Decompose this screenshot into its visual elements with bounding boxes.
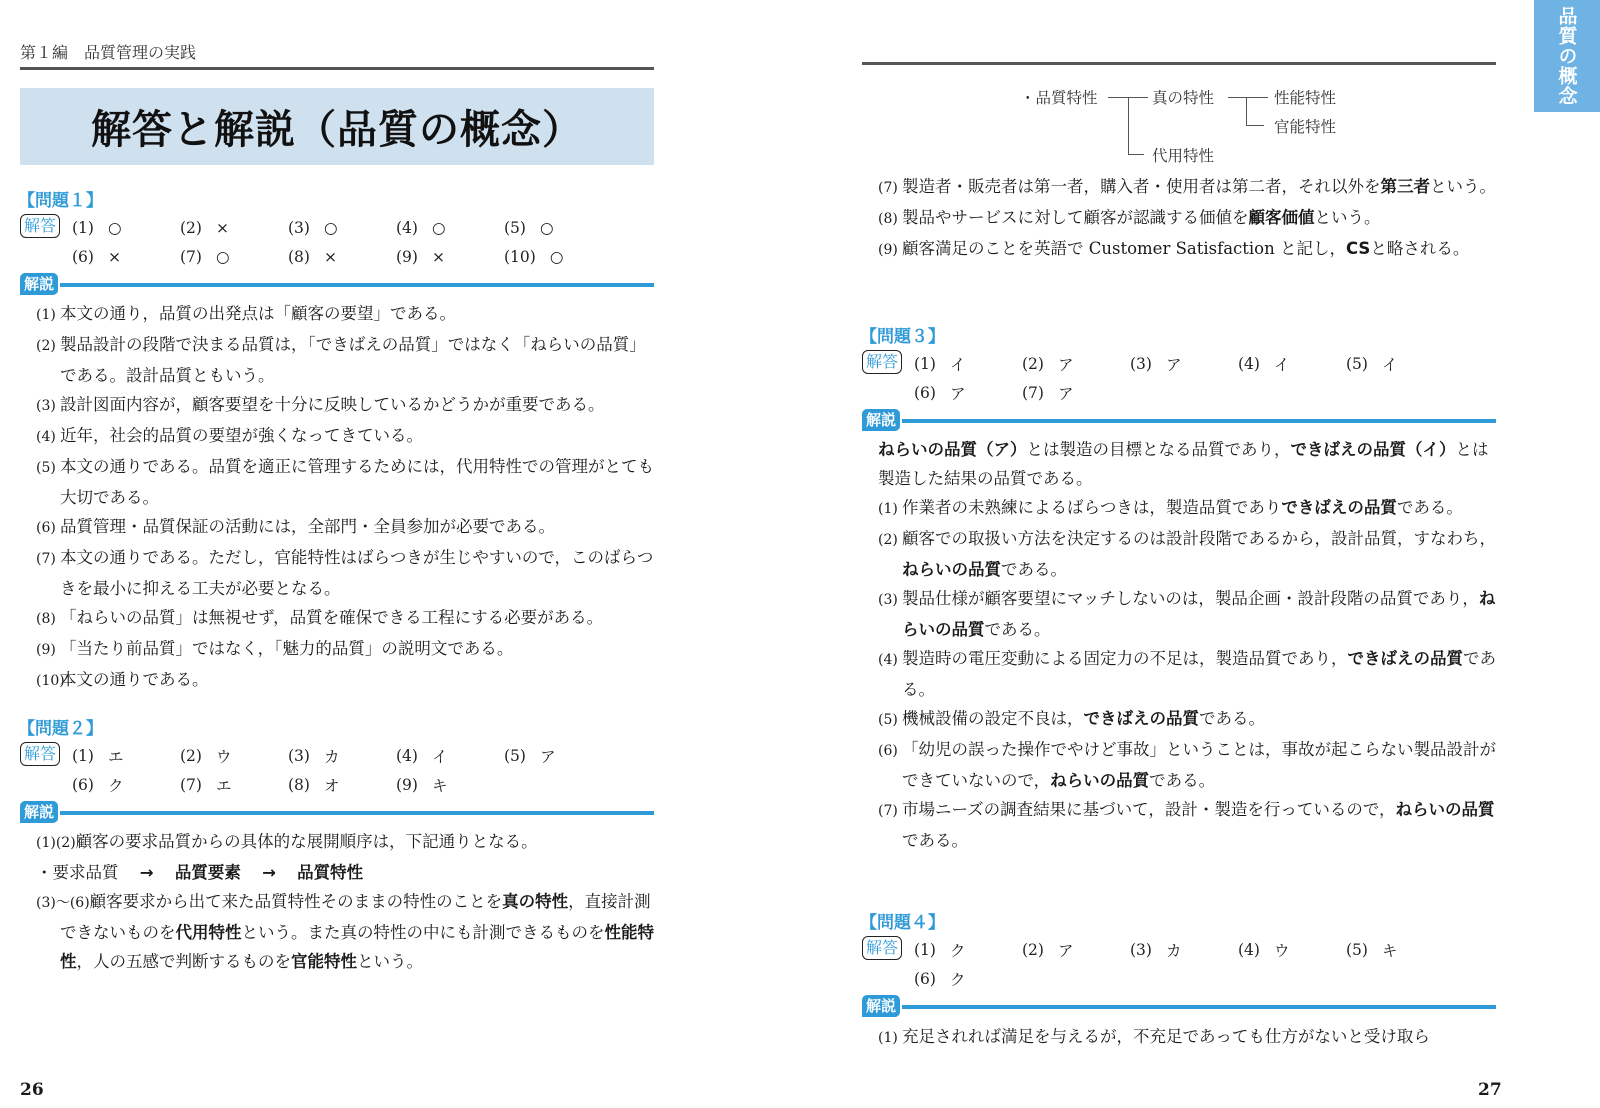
answer-cell: (3) ア <box>1130 355 1182 374</box>
divider-line <box>902 419 1496 423</box>
tree-connector <box>1228 97 1268 98</box>
answer-badge: 解答 <box>20 742 60 766</box>
answer-cell: (6) ア <box>914 384 966 403</box>
explanation-item: (3)〜(6)顧客要求から出て来た品質特性そのままの特性のことを真の特性，直接計測できないものを代用特性という。また真の特性の中にも計測できるものを性能特性，人の五感で判断するものを官能特性という。 <box>36 892 654 971</box>
running-head: 第１編 品質管理の実践 <box>20 40 654 70</box>
explanation-header <box>20 273 654 295</box>
answer-row-2 <box>72 243 612 271</box>
problem-4-answers <box>862 936 1502 996</box>
answer-cell: (2) ア <box>1022 355 1074 374</box>
explanation-header <box>20 801 654 823</box>
problem-1-answers <box>20 214 660 274</box>
answer-cell: (6) ク <box>914 970 966 989</box>
explanation-item: (1)(2)顧客の要求品質からの具体的な展開順序は，下記通りとなる。 <box>36 832 538 851</box>
answer-cell: (5) ア <box>504 747 556 766</box>
explanation-item: (5) 機械設備の設定不良は，できばえの品質である。 <box>878 709 1265 728</box>
problem-3-heading: 【問題３】 <box>860 327 945 347</box>
tree-connector <box>1246 125 1264 126</box>
tree-node-sensory: 官能特性 <box>1274 118 1337 136</box>
page-title-band <box>20 88 654 165</box>
answer-cell: (7) エ <box>180 776 232 795</box>
explanation-item: (8) 「ねらいの品質」は無視せず，品質を確保できる工程にする必要がある。 <box>36 608 604 627</box>
page-number-right: 27 <box>1478 1080 1502 1100</box>
answer-cell: (3) カ <box>288 747 340 766</box>
explanation-header <box>862 995 1496 1017</box>
answer-badge: 解答 <box>862 350 902 374</box>
chapter-tab <box>1534 0 1600 112</box>
answer-badge: 解答 <box>862 936 902 960</box>
problem-4-heading: 【問題４】 <box>860 913 945 933</box>
answer-cell: (1) ク <box>914 941 966 960</box>
answer-cell: (5) ○ <box>504 219 554 237</box>
answer-cell: (1) エ <box>72 747 124 766</box>
explanation-badge: 解説 <box>20 801 58 823</box>
answer-cell: (2) ア <box>1022 941 1074 960</box>
explanation-badge: 解説 <box>20 273 58 295</box>
explanation-item: (2) 顧客での取扱い方法を決定するのは設計段階であるから，設計品質，すなわち，ねらいの品質である。 <box>878 529 1496 579</box>
answer-cell: (1) イ <box>914 355 966 374</box>
problem-3-explanation <box>878 435 1498 855</box>
answer-cell: (8) × <box>288 248 337 266</box>
explanation-item: (3) 製品仕様が顧客要望にマッチしないのは，製品企画・設計段階の品質であり，ねらいの品質である。 <box>878 589 1496 639</box>
tree-connector <box>1246 97 1247 125</box>
answer-cell: (2) × <box>180 219 229 237</box>
tree-node-performance: 性能特性 <box>1274 89 1337 107</box>
explanation-item: (9) 「当たり前品質」ではなく，「魅力的品質」の説明文である。 <box>36 639 514 658</box>
chapter-tab-label: 品質の概念 <box>1555 6 1578 106</box>
answer-cell: (7) ○ <box>180 248 230 266</box>
explanation-item: (4) 近年，社会的品質の要望が強くなってきている。 <box>36 426 423 445</box>
answer-cell: (3) カ <box>1130 941 1182 960</box>
answer-cell: (7) ア <box>1022 384 1074 403</box>
quality-characteristics-tree <box>1020 86 1337 166</box>
answer-badge: 解答 <box>20 214 60 238</box>
answer-cell: (2) ウ <box>180 747 232 766</box>
explanation-header <box>862 409 1496 431</box>
answer-cell: (8) オ <box>288 776 340 795</box>
tree-connector <box>1128 154 1144 155</box>
explanation-item: (10)本文の通りである。 <box>36 670 209 689</box>
answer-row-1 <box>72 742 612 770</box>
answer-cell: (10) ○ <box>504 248 564 266</box>
answer-row-2 <box>914 965 1022 993</box>
answer-cell: (5) キ <box>1346 941 1398 960</box>
explanation-item: (3) 設計図面内容が，顧客要望を十分に反映しているかどうかが重要である。 <box>36 395 605 414</box>
answer-cell: (9) × <box>396 248 445 266</box>
explanation-intro: ねらいの品質（ア）とは製造の目標となる品質であり，できばえの品質（イ）とは製造した結果の品質である。 <box>878 440 1489 488</box>
answer-cell: (4) ○ <box>396 219 446 237</box>
problem-1-explanation <box>36 299 656 696</box>
answer-cell: (5) イ <box>1346 355 1398 374</box>
problem-3-answers <box>862 350 1502 410</box>
problem-2-explanation-continued <box>878 172 1498 265</box>
explanation-item: (6) 品質管理・品質保証の活動には，全部門・全員参加が必要である。 <box>36 517 555 536</box>
page-number-left: 26 <box>20 1080 44 1100</box>
divider-line <box>60 283 654 287</box>
problem-2-explanation <box>36 827 656 976</box>
divider-line <box>902 1005 1496 1009</box>
answer-cell: (4) イ <box>1238 355 1290 374</box>
answer-cell: (4) ウ <box>1238 941 1290 960</box>
tree-node-substitute: 代用特性 <box>1152 147 1215 165</box>
tree-node-true: 真の特性 <box>1152 89 1215 107</box>
explanation-badge: 解説 <box>862 409 900 431</box>
header-rule <box>862 62 1496 65</box>
page-title: 解答と解説（品質の概念） <box>91 107 583 153</box>
problem-1-heading: 【問題１】 <box>18 191 103 211</box>
answer-row-1 <box>914 936 1454 964</box>
tree-node-root: ・品質特性 <box>1020 89 1098 107</box>
answer-cell: (4) イ <box>396 747 448 766</box>
answer-cell: (6) × <box>72 248 121 266</box>
answer-row-2 <box>914 379 1130 407</box>
answer-cell: (3) ○ <box>288 219 338 237</box>
explanation-item: (8) 製品やサービスに対して顧客が認識する価値を顧客価値という。 <box>878 208 1381 227</box>
problem-2-heading: 【問題２】 <box>18 719 103 739</box>
problem-2-answers <box>20 742 660 802</box>
explanation-item: (7) 本文の通りである。ただし，官能特性はばらつきが生じやすいので，このばらつきを最小に抑える工夫が必要となる。 <box>36 548 654 598</box>
explanation-badge: 解説 <box>862 995 900 1017</box>
explanation-item: (5) 本文の通りである。品質を適正に管理するためには，代用特性での管理がとても大切である。 <box>36 457 654 507</box>
answer-row-2 <box>72 771 504 799</box>
explanation-item: (7) 市場ニーズの調査結果に基づいて，設計・製造を行っているので，ねらいの品質である。 <box>878 800 1495 850</box>
answer-cell: (6) ク <box>72 776 124 795</box>
explanation-item: (7) 製造者・販売者は第一者，購入者・使用者は第二者，それ以外を第三者という。 <box>878 177 1496 196</box>
divider-line <box>60 811 654 815</box>
explanation-item: (1) 本文の通り，品質の出発点は「顧客の要望」である。 <box>36 304 456 323</box>
flow-line: ・要求品質 → 品質要素 → 品質特性 <box>36 863 364 882</box>
explanation-item: (1) 充足されれば満足を与えるが，不充足であっても仕方がないと受け取ら <box>878 1027 1430 1046</box>
explanation-item: (2) 製品設計の段階で決まる品質は，「できばえの品質」ではなく「ねらいの品質」である。設計品質ともいう。 <box>36 335 646 385</box>
tree-connector <box>1128 97 1129 154</box>
answer-cell: (1) ○ <box>72 219 122 237</box>
explanation-item: (4) 製造時の電圧変動による固定力の不足は，製造品質であり，できばえの品質である。 <box>878 649 1496 699</box>
explanation-item: (1) 作業者の未熟練によるばらつきは，製造品質でありできばえの品質である。 <box>878 498 1463 517</box>
explanation-item: (6) 「幼児の誤った操作でやけど事故」ということは，事故が起こらない製品設計ができていないので，ねらいの品質である。 <box>878 740 1496 790</box>
answer-cell: (9) キ <box>396 776 448 795</box>
explanation-item: (9) 顧客満足のことを英語で Customer Satisfaction と記し，CSと略される。 <box>878 239 1470 258</box>
problem-4-explanation <box>878 1022 1498 1053</box>
answer-row-1 <box>72 214 612 242</box>
answer-row-1 <box>914 350 1454 378</box>
